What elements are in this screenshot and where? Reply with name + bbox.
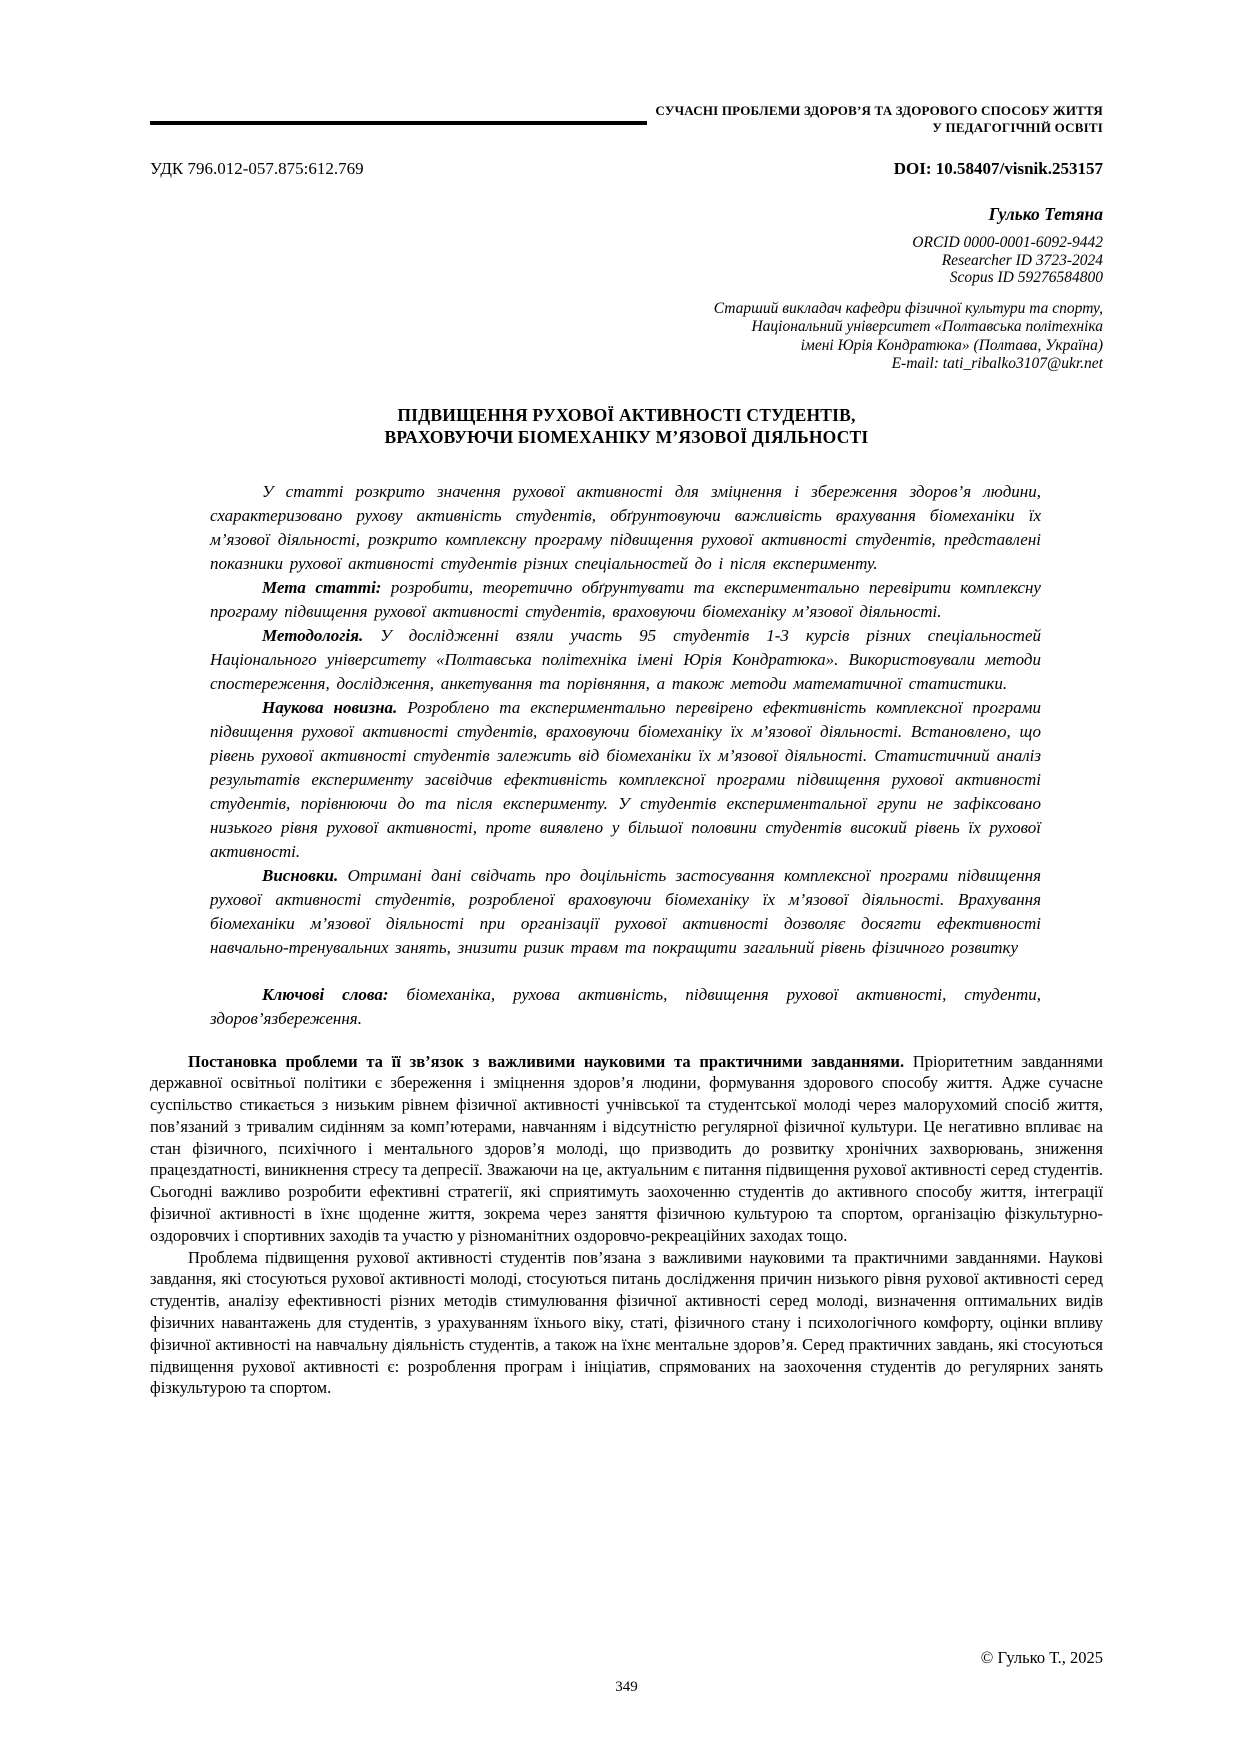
keywords-text: біомеханіка, рухова активність, підвищення рухової активності, студенти, здоров’язбереження. — [210, 984, 1042, 1028]
article-title-line1: ПІДВИЩЕННЯ РУХОВОЇ АКТИВНОСТІ СТУДЕНТІВ, — [397, 404, 856, 425]
article-title-line2: ВРАХОВУЮЧИ БІОМЕХАНІКУ М’ЯЗОВОЇ ДІЯЛЬНОСТІ — [384, 426, 869, 447]
udc-code: УДК 796.012-057.875:612.769 — [150, 159, 364, 178]
page-content — [150, 0, 1103, 1399]
page-number: 349 — [615, 1679, 638, 1695]
affiliation-line: Старший викладач кафедри фізичної культури та спорту, — [713, 299, 1103, 317]
abstract-paragraph — [210, 624, 1041, 696]
author-block — [150, 203, 1103, 374]
codes-row — [150, 159, 1103, 179]
abstract-section-label: Мета статті: — [262, 577, 382, 597]
author-affiliation — [150, 300, 1103, 374]
abstract-text: розробити, теоретично обґрунтувати та експериментально перевірити комплексну програму підвищення рухової активності студентів, враховуючи біомеханіку м’язової діяльності. — [210, 577, 1041, 621]
affiliation-line: Національний університет «Полтавська політехніка — [751, 318, 1103, 335]
author-researcher-id: Researcher ID 3723-2024 — [941, 251, 1103, 269]
abstract-section-label: Методологія. — [262, 625, 364, 645]
keywords-label: Ключові слова: — [262, 984, 389, 1004]
article-body — [150, 1051, 1103, 1400]
abstract-text: У дослідженні взяли участь 95 студентів 1-3 курсів різних спеціальностей Національного університету «Полтавська політехніка імені Юрія Кондратюка». Використовували методи спостереження, дослідження, анкетування та порівняння, а також методи математичної статистики. — [210, 625, 1041, 693]
author-ids — [150, 234, 1103, 287]
abstract-section-label: Наукова новизна. — [262, 697, 398, 717]
journal-header — [150, 0, 1103, 136]
doi-code: DOI: 10.58407/visnik.253157 — [893, 159, 1103, 178]
author-orcid: ORCID 0000-0001-6092-9442 — [912, 234, 1103, 251]
header-divider — [150, 121, 647, 125]
body-paragraph — [150, 1051, 1103, 1247]
article-title — [150, 404, 1103, 448]
abstract — [210, 480, 1041, 1031]
journal-title-line1: СУЧАСНІ ПРОБЛЕМИ ЗДОРОВ’Я ТА ЗДОРОВОГО СПОСОБУ ЖИТТЯ — [655, 103, 1103, 118]
abstract-paragraph — [210, 696, 1041, 864]
abstract-text: Розроблено та експериментально перевірено ефективність комплексної програми підвищення рухової активності студентів, враховуючи біомеханіку їх м’язової діяльності. Встановлено, що рівень рухової активності студентів залежить від біомеханіки їх м’язової діяльності. Статистичний аналіз результатів експерименту засвідчив ефективність комплексної програми підвищення рухової активності студентів, порівнюючи до та після експерименту. У студентів експериментальної групи не зафіксовано низького рівня рухової активності, проте виявлено у більшої половини студентів високий рівень їх рухової активності. — [210, 697, 1041, 861]
abstract-text: У статті розкрито значення рухової активності для зміцнення і збереження здоров’я людини, схарактеризовано рухову активність студентів, обґрунтовуючи важливість врахування біомеханіки їх м’язової діяльності, розкрито комплексну програму підвищення рухової активності студентів, представлені показники рухової активності студентів різних спеціальностей до і після експерименту. — [210, 481, 1041, 573]
keywords-paragraph — [210, 983, 1041, 1031]
body-paragraph — [150, 1247, 1103, 1400]
abstract-paragraph — [210, 480, 1041, 576]
abstract-text: Отримані дані свідчать про доцільність застосування комплексної програми підвищення рухової активності студентів, розробленої враховуючи біомеханіку їх м’язової діяльності. Врахування біомеханіки м’язової діяльності при організації рухової активності дозволяє досягти ефективності навчально-тренувальних занять, знизити ризик травм та покращити загальний рівень фізичного розвитку — [210, 865, 1041, 957]
footer-copyright: © Гулько Т., 2025 — [980, 1648, 1103, 1667]
section-heading: Постановка проблеми та її зв’язок з важливими науковими та практичними завданнями. — [188, 1051, 905, 1071]
body-text: Проблема підвищення рухової активності студентів пов’язана з важливими науковими та практичними завданнями. Наукові завдання, які стосуються рухової активності молоді, стосуються питань дослідження причин низького рівня рухової активності серед студентів, аналізу ефективності різних методів стимулювання фізичної активності серед молоді, визначення оптимальних видів фізичних навантажень для студентів, з урахуванням їхнього віку, статі, фізичного стану і психологічного комфорту, оцінки впливу фізичної активності на навчальну діяльність студентів, а також на їхнє ментальне здоров’я. Серед практичних завдань, які стосуються підвищення рухової активності є: розроблення програм і ініціатив, спрямованих на заохочення студентів до регулярних занять фізкультурою та спортом. — [150, 1247, 1103, 1398]
abstract-section-label: Висновки. — [262, 865, 339, 885]
body-text: Пріоритетним завданнями державної освітньої політики є збереження і зміцнення здоров’я людини, формування здорового способу життя. Адже сучасне суспільство стикається з низьким рівнем фізичної активності учнівської та студентської молоді через малорухомий спосіб життя, пов’язаний з тривалим сидінням за комп’ютерами, навчанням і відсутністю регулярної фізичної культури. Це негативно впливає на стан фізичного, психічного і ментального здоров’я молоді, що призводить до розвитку хронічних захворювань, зниження працездатності, виникнення стресу та депресії. Зважаючи на це, актуальним є питання підвищення рухової активності серед студентів. Сьогодні важливо розробити ефективні стратегії, які сприятимуть заохоченню студентів до активного способу життя, інтеграції фізичної активності в їхнє щоденне життя, зокрема через заняття фізичною культурою та спортом, організацію фізкультурно-оздоровчих і спортивних заходів та участю у різноманітних оздоровчо-рекреаційних заходах тощо. — [150, 1051, 1103, 1245]
journal-title-line2: У ПЕДАГОГІЧНІЙ ОСВІТІ — [932, 119, 1103, 135]
abstract-paragraph — [210, 864, 1041, 960]
author-name: Гулько Тетяна — [988, 204, 1103, 224]
author-email: E-mail: tati_ribalko3107@ukr.net — [891, 355, 1103, 372]
abstract-paragraph — [210, 576, 1041, 624]
author-scopus-id: Scopus ID 59276584800 — [949, 269, 1103, 286]
journal-title — [655, 103, 1103, 136]
affiliation-line: імені Юрія Кондратюка» (Полтава, Україна) — [800, 336, 1103, 354]
